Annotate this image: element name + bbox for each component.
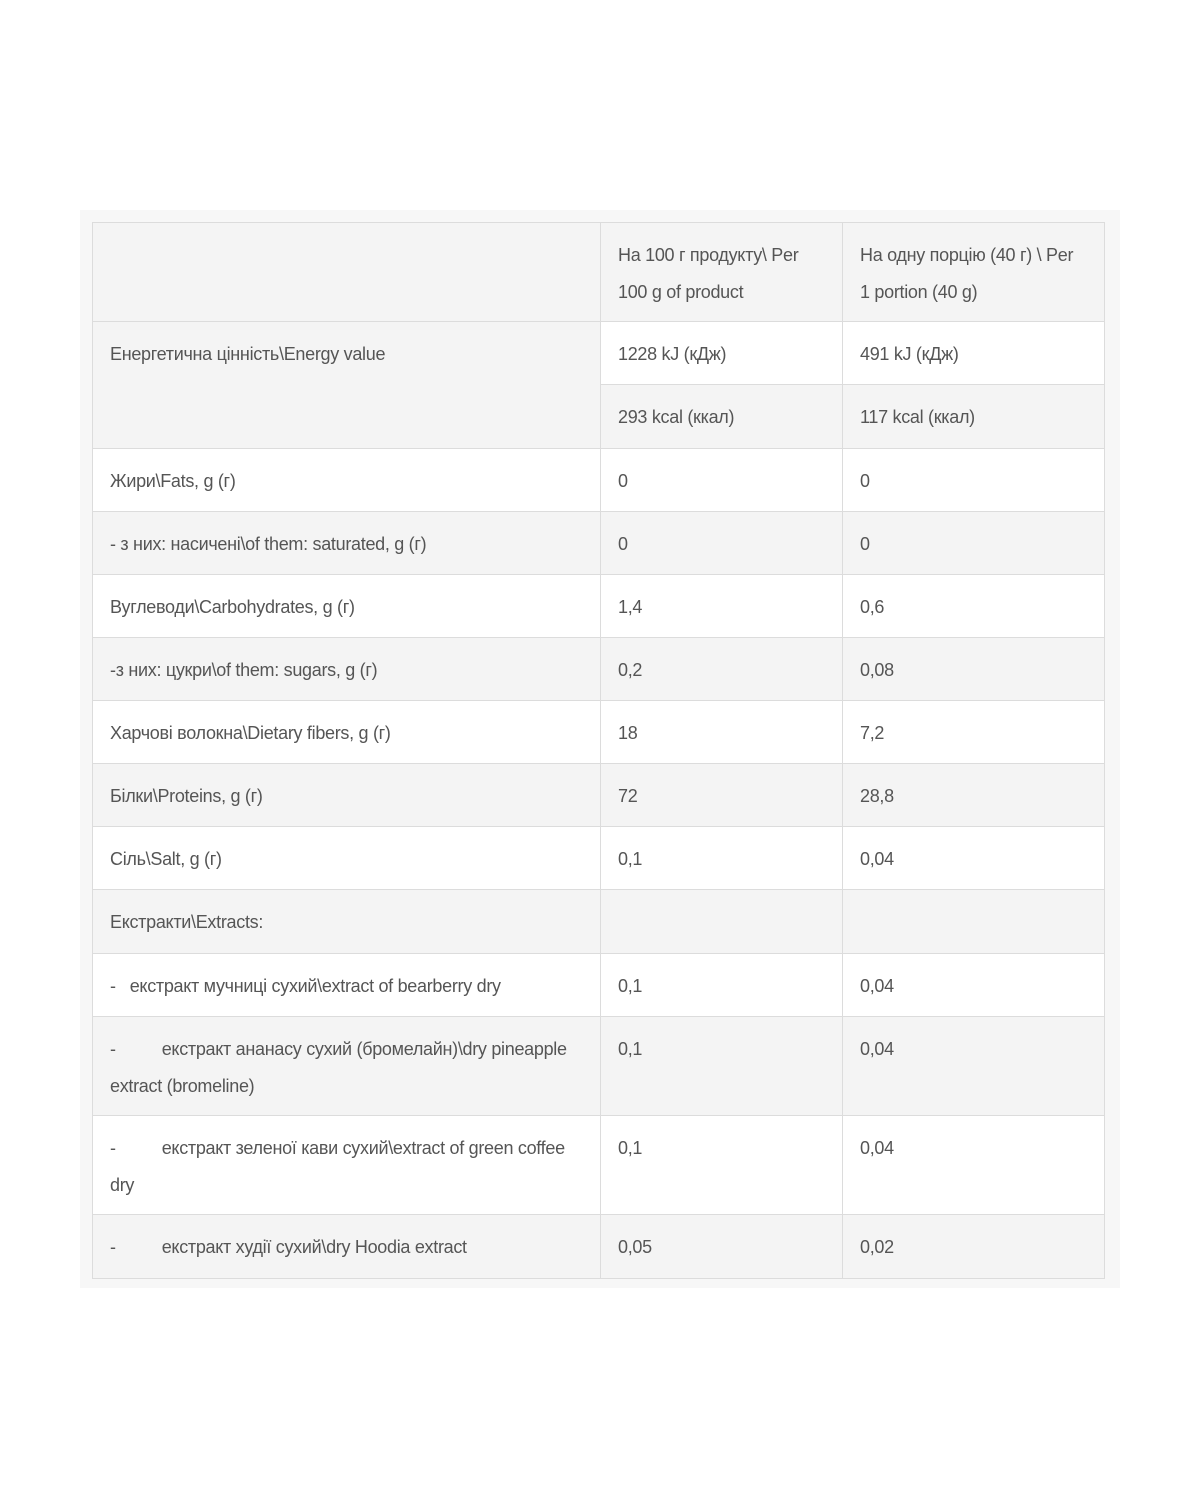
extract-dash: - bbox=[110, 976, 116, 996]
row-label: Сіль\Salt, g (г) bbox=[93, 827, 601, 890]
extract-label: екстракт зеленої кави сухий\extract of green coffee dry bbox=[110, 1138, 565, 1195]
row-per100: 72 bbox=[601, 764, 843, 827]
row-per100: 18 bbox=[601, 701, 843, 764]
extract-label-cell bbox=[93, 1215, 601, 1279]
table-frame bbox=[80, 210, 1120, 1288]
row-label: - з них: насичені\of them: saturated, g (г) bbox=[93, 512, 601, 575]
header-portion-cell: На одну порцію (40 г) \ Per 1 portion (40 g) bbox=[843, 223, 1105, 322]
row-portion: 0,6 bbox=[843, 575, 1105, 638]
extract-dash: - bbox=[110, 1237, 116, 1257]
extract-per100: 0,05 bbox=[601, 1215, 843, 1279]
extract-per100: 0,1 bbox=[601, 1116, 843, 1215]
table-row bbox=[93, 764, 1105, 827]
row-per100: 0,1 bbox=[601, 827, 843, 890]
extract-label-cell bbox=[93, 954, 601, 1017]
extract-per100: 0,1 bbox=[601, 954, 843, 1017]
energy-kcal-portion-cell: 117 kcal (ккал) bbox=[843, 385, 1105, 449]
extract-dash: - bbox=[110, 1039, 116, 1059]
row-label: Екстракти\Extracts: bbox=[93, 890, 601, 954]
row-per100: 0 bbox=[601, 449, 843, 512]
extract-label-cell bbox=[93, 1116, 601, 1215]
header-blank-cell bbox=[93, 223, 601, 322]
row-portion: 28,8 bbox=[843, 764, 1105, 827]
header-per100-cell: На 100 г продукту\ Per 100 g of product bbox=[601, 223, 843, 322]
row-label: Харчові волокна\Dietary fibers, g (г) bbox=[93, 701, 601, 764]
row-per100: 1,4 bbox=[601, 575, 843, 638]
extract-label: екстракт худії сухий\dry Hoodia extract bbox=[161, 1237, 467, 1257]
extract-row bbox=[93, 954, 1105, 1017]
extract-row bbox=[93, 1017, 1105, 1116]
row-portion: 7,2 bbox=[843, 701, 1105, 764]
row-portion: 0,08 bbox=[843, 638, 1105, 701]
table-row bbox=[93, 890, 1105, 954]
energy-kj-portion-cell: 491 kJ (кДж) bbox=[843, 322, 1105, 385]
extract-per100: 0,1 bbox=[601, 1017, 843, 1116]
row-portion bbox=[843, 890, 1105, 954]
nutrition-table bbox=[92, 222, 1105, 1279]
extract-label: екстракт мучниці сухий\extract of bearberry dry bbox=[129, 976, 501, 996]
energy-kj-per100-cell: 1228 kJ (кДж) bbox=[601, 322, 843, 385]
row-portion: 0,04 bbox=[843, 827, 1105, 890]
row-per100: 0,2 bbox=[601, 638, 843, 701]
table-row bbox=[93, 512, 1105, 575]
extract-portion: 0,02 bbox=[843, 1215, 1105, 1279]
extract-portion: 0,04 bbox=[843, 954, 1105, 1017]
extract-row bbox=[93, 1116, 1105, 1215]
extract-portion: 0,04 bbox=[843, 1017, 1105, 1116]
row-label: Вуглеводи\Carbohydrates, g (г) bbox=[93, 575, 601, 638]
row-per100: 0 bbox=[601, 512, 843, 575]
row-label: Білки\Proteins, g (г) bbox=[93, 764, 601, 827]
energy-row-kj bbox=[93, 322, 1105, 385]
row-label: -з них: цукри\of them: sugars, g (г) bbox=[93, 638, 601, 701]
table-row bbox=[93, 638, 1105, 701]
header-row bbox=[93, 223, 1105, 322]
table-row bbox=[93, 575, 1105, 638]
row-label: Жири\Fats, g (г) bbox=[93, 449, 601, 512]
energy-label-cell: Енергетична цінність\Energy value bbox=[93, 322, 601, 449]
table-row bbox=[93, 701, 1105, 764]
table-row bbox=[93, 827, 1105, 890]
extract-dash: - bbox=[110, 1138, 116, 1158]
extract-label: екстракт ананасу сухий (бромелайн)\dry pineapple extract (bromeline) bbox=[110, 1039, 567, 1096]
row-portion: 0 bbox=[843, 512, 1105, 575]
extract-portion: 0,04 bbox=[843, 1116, 1105, 1215]
row-per100 bbox=[601, 890, 843, 954]
extract-label-cell bbox=[93, 1017, 601, 1116]
table-row bbox=[93, 449, 1105, 512]
extract-row bbox=[93, 1215, 1105, 1279]
row-portion: 0 bbox=[843, 449, 1105, 512]
energy-kcal-per100-cell: 293 kcal (ккал) bbox=[601, 385, 843, 449]
